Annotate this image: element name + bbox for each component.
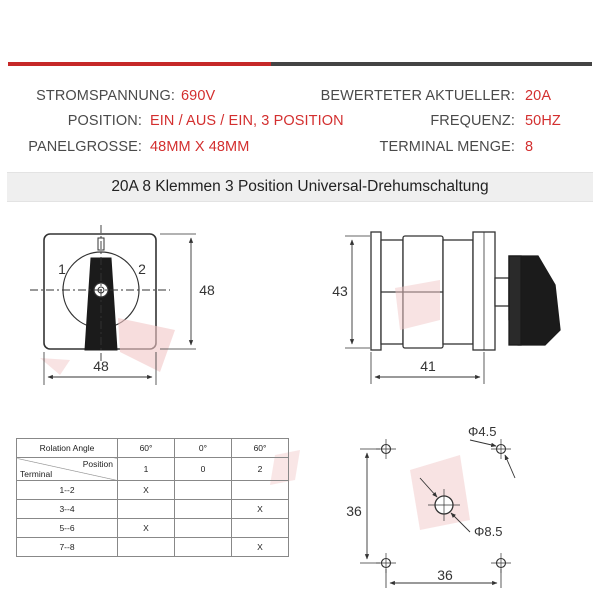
table-row	[17, 481, 289, 500]
terminal-count-value: 8	[525, 139, 534, 155]
contact-cell: X	[118, 481, 175, 500]
contact-cell	[232, 481, 289, 500]
front-view-drawing	[30, 225, 196, 385]
angle-cell: 60°	[232, 439, 289, 458]
mount-vertical-dim: 36	[346, 503, 362, 519]
front-width-dim: 48	[93, 358, 109, 374]
side-depth-dim: 41	[420, 358, 436, 374]
terminal-cell: 5--6	[17, 519, 118, 538]
contact-cell: X	[118, 519, 175, 538]
contact-cell: X	[232, 500, 289, 519]
position-cell: 1	[118, 458, 175, 481]
terminal-count-label: TERMINAL MENGE:	[379, 139, 515, 155]
table-header-terminal: Terminal	[20, 469, 53, 479]
table-header-position: Position	[82, 459, 113, 469]
panel-size-label: PANELGROSSE:	[28, 139, 142, 155]
switching-table	[16, 438, 289, 557]
contact-cell	[175, 519, 232, 538]
position-value: EIN / AUS / EIN, 3 POSITION	[150, 113, 344, 129]
position-cell: 0	[175, 458, 232, 481]
contact-cell: X	[232, 538, 289, 557]
table-row	[17, 439, 289, 458]
angle-cell: 0°	[175, 439, 232, 458]
frequency-label: FREQUENZ:	[430, 113, 515, 129]
front-pos-left-label: 1	[58, 261, 66, 277]
contact-cell	[175, 538, 232, 557]
panel-size-value: 48MM X 48MM	[150, 139, 250, 155]
table-row	[17, 458, 289, 481]
contact-cell	[175, 500, 232, 519]
terminal-cell: 1--2	[17, 481, 118, 500]
contact-cell	[232, 519, 289, 538]
table-row	[17, 538, 289, 557]
hole-small-diameter: Φ4.5	[468, 424, 497, 439]
front-height-dim: 48	[199, 282, 215, 298]
contact-cell	[118, 500, 175, 519]
table-row	[17, 500, 289, 519]
frequency-value: 50HZ	[525, 113, 561, 129]
product-title: 20A 8 Klemmen 3 Position Universal-Drehumschaltung	[111, 178, 489, 195]
side-height-dim: 43	[332, 283, 348, 299]
table-row	[17, 519, 289, 538]
current-value: 20A	[525, 88, 552, 104]
current-label: BEWERTETER AKTUELLER:	[320, 88, 515, 104]
hole-center-diameter: Φ8.5	[474, 524, 503, 539]
voltage-value: 690V	[181, 88, 216, 104]
table-header-angle: Rolation Angle	[17, 439, 118, 458]
mount-horizontal-dim: 36	[437, 567, 453, 583]
position-label: POSITION:	[67, 113, 142, 129]
angle-cell: 60°	[118, 439, 175, 458]
front-pos-right-label: 2	[138, 261, 146, 277]
contact-cell	[175, 481, 232, 500]
contact-cell	[118, 538, 175, 557]
voltage-label: STROMSPANNUNG:	[36, 88, 175, 104]
table-diagonal-header	[17, 458, 118, 481]
terminal-cell: 3--4	[17, 500, 118, 519]
mounting-drawing	[360, 439, 515, 588]
terminal-cell: 7--8	[17, 538, 118, 557]
position-cell: 2	[232, 458, 289, 481]
side-view-drawing	[345, 232, 560, 384]
